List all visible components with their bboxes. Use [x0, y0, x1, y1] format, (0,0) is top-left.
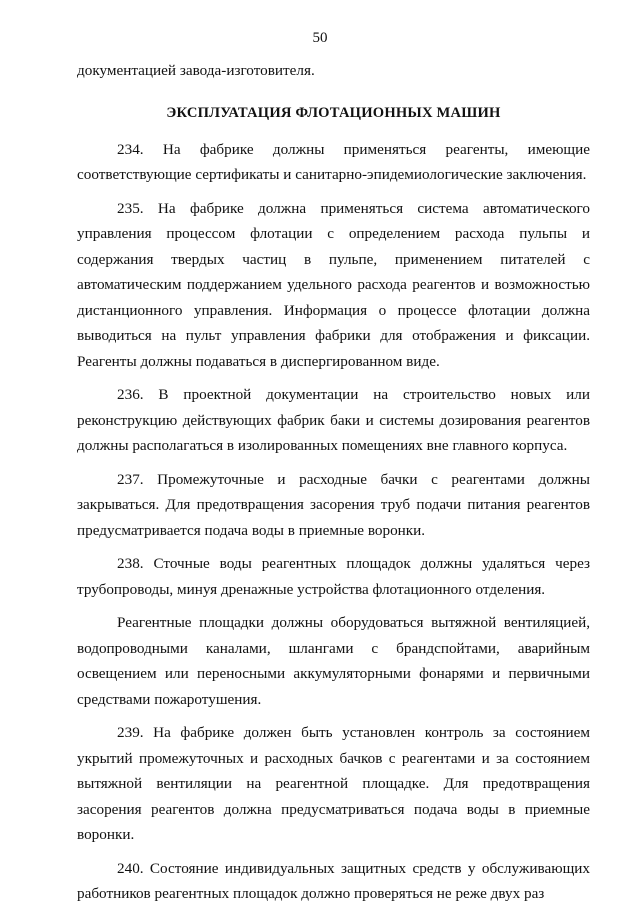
paragraph-239: 239. На фабрике должен быть установлен контроль за состоянием укрытий промежуточных и расходных бачков с реагентами и за состоянием вытяжной вентиляции на реагентной площадке. Для предотвращения засорения реагентов должна предусматриваться подача воды в приемные воронки. — [77, 724, 590, 843]
page-number: 50 — [312, 30, 328, 46]
paragraph-240: 240. Состояние индивидуальных защитных средств у обслуживающих работников реагентных площадок должно проверяться не реже двух раз — [77, 859, 590, 902]
paragraph-238: 238. Сточные воды реагентных площадок должны удаляться через трубопроводы, минуя дренажные устройства флотационного отделения. — [77, 555, 590, 598]
continuation-text: документацией завода-изготовителя. — [77, 62, 315, 79]
document-body — [77, 58, 590, 907]
paragraph-235: 235. На фабрике должна применяться система автоматического управления процессом флотации с определением расхода пульпы и содержания твердых частиц в пульпе, применением питателей с автоматическим поддержанием удельного расхода реагентов и возможностью дистанционного управления. Информация о процессе флотации должна выводиться на пульт управления фабрики для отображения и фиксации. Реагенты должны подаваться в диспергированном виде. — [77, 199, 590, 370]
section-title: ЭКСПЛУАТАЦИЯ ФЛОТАЦИОННЫХ МАШИН — [166, 104, 501, 121]
paragraph-236: 236. В проектной документации на строительство новых или реконструкцию действующих фабрик баки и системы дозирования реагентов должны располагаться в изолированных помещениях вне главного корпуса. — [77, 386, 590, 454]
paragraph-237: 237. Промежуточные и расходные бачки с реагентами должны закрываться. Для предотвращения засорения труб подачи питания реагентов предусматривается подача воды в приемные воронки. — [77, 470, 590, 539]
paragraph-234: 234. На фабрике должны применяться реагенты, имеющие соответствующие сертификаты и санитарно-эпидемиологические заключения. — [77, 140, 590, 183]
paragraph-238-continued: Реагентные площадки должны оборудоваться вытяжной вентиляцией, водопроводными каналами, шлангами с брандспойтами, аварийным освещением или переносными аккумуляторными фонарями и первичными средствами пожаротушения. — [77, 614, 590, 708]
